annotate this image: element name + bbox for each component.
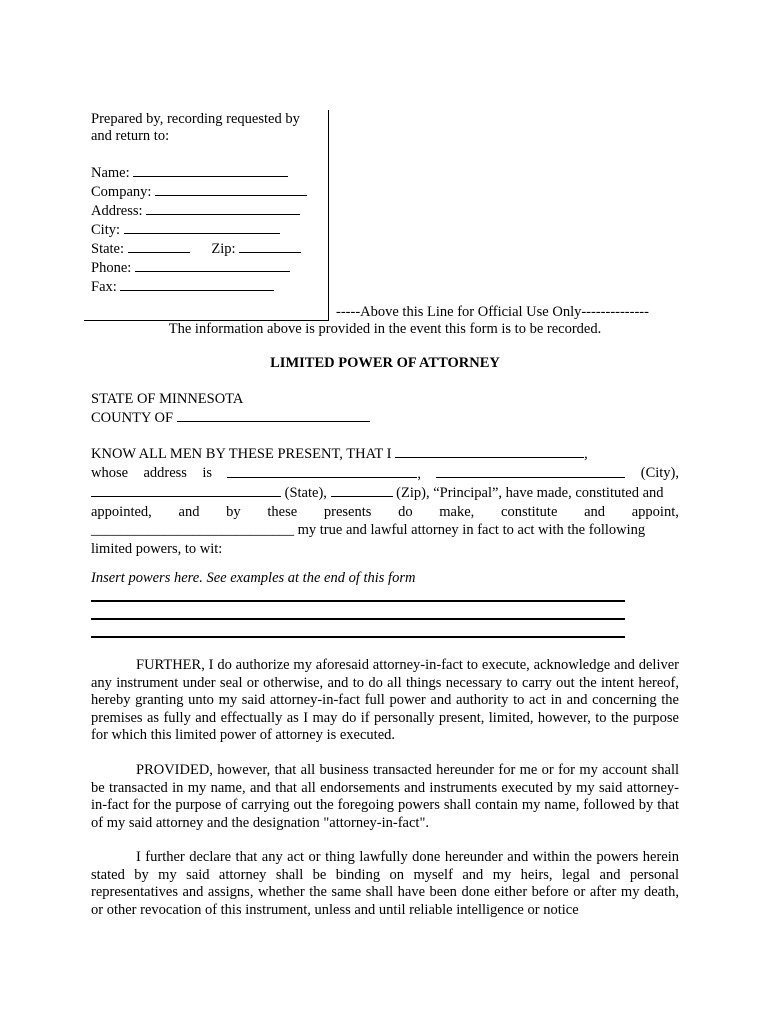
- document-title: LIMITED POWER OF ATTORNEY: [270, 355, 500, 371]
- word: these: [267, 503, 298, 520]
- word: is: [202, 464, 212, 481]
- state-line: STATE OF MINNESOTA: [91, 391, 244, 407]
- company-label: Company:: [91, 184, 152, 200]
- zip-label: Zip:: [211, 241, 236, 257]
- address-city-field[interactable]: [436, 464, 625, 478]
- word: appoint,: [631, 503, 679, 520]
- word: make,: [439, 503, 475, 520]
- zip-field[interactable]: [239, 239, 301, 253]
- principal-clause: KNOW ALL MEN BY THESE PRESENT, THAT I , whose address is , (City), (State), (Zip), “Principal”, have made, constituted and appointed, and by these presents do make, constitute and appoint, ____________________________ my true and lawful attorney in fact to act with the following limited powers, to wit:: [91, 446, 679, 557]
- further-paragraph: [91, 657, 679, 745]
- address-label: Address:: [91, 203, 143, 219]
- state-suffix: (State),: [284, 485, 327, 501]
- prepared-by-heading: Prepared by, recording requested by and return to:: [91, 111, 300, 144]
- state-field[interactable]: [128, 239, 190, 253]
- fax-field[interactable]: [120, 277, 274, 291]
- word: address: [143, 464, 187, 481]
- word: and: [178, 503, 200, 520]
- phone-label: Phone:: [91, 260, 132, 276]
- fax-label: Fax:: [91, 279, 117, 295]
- powers-field-1[interactable]: [91, 588, 625, 602]
- paragraph-text: FURTHER, I do authorize my aforesaid attorney-in-fact to execute, acknowledge and deliver any instrument under seal or otherwise, and to do all things necessary to carry out the intent hereof, hereby granting unto my said attorney-in-fact full power and authority to act in and concerning the premises as fully and effectually as I may do if personally present, limited, however, to the purpose for which this limited power of attorney is executed.: [91, 657, 679, 743]
- word: and: [584, 503, 606, 520]
- paragraph-text: PROVIDED, however, that all business transacted hereunder for me or for my account shall be transacted in my name, and that all endorsements and instruments executed by my said attorney-in-fact for the purpose of carrying out the foregoing powers shall contain my name, followed by that of my said attorney and the designation "attorney-in-fact".: [91, 762, 679, 831]
- provided-paragraph: [91, 762, 679, 832]
- word: whose: [91, 464, 129, 481]
- address-zip-field[interactable]: [331, 483, 393, 497]
- official-use-line: -----Above this Line for Official Use Only--------------: [336, 304, 649, 320]
- name-field[interactable]: [133, 163, 288, 177]
- know-all-text: KNOW ALL MEN BY THESE PRESENT, THAT I: [91, 446, 392, 462]
- word: appointed,: [91, 503, 152, 520]
- company-field[interactable]: [155, 182, 307, 196]
- address-state-field[interactable]: [91, 483, 281, 497]
- city-field[interactable]: [124, 220, 280, 234]
- declaration-paragraph: [91, 849, 679, 919]
- powers-field-2[interactable]: [91, 606, 625, 620]
- recording-fields: [91, 111, 323, 296]
- address-street-field[interactable]: [227, 464, 417, 478]
- word: do: [398, 503, 413, 520]
- venue-block: [91, 390, 370, 427]
- powers-instruction: Insert powers here. See examples at the end of this form: [91, 570, 416, 586]
- attorney-line: ____________________________ my true and lawful attorney in fact to act with the following: [91, 522, 646, 538]
- appointed-line: [91, 503, 679, 522]
- zip-suffix: (Zip), “Principal”, have made, constituted and: [396, 485, 664, 501]
- paragraph-text: I further declare that any act or thing lawfully done hereunder and within the powers herein stated by my said attorney shall be binding on myself and my heirs, legal and personal representatives and assigns, whether the same shall have been done either before or after my death, or other revocation of this instrument, unless and until reliable intelligence or notice: [91, 849, 679, 918]
- comma: ,: [417, 465, 421, 482]
- phone-field[interactable]: [135, 258, 290, 272]
- word: by: [226, 503, 241, 520]
- principal-name-field[interactable]: [395, 444, 584, 458]
- city-label: City:: [91, 222, 121, 238]
- address-field[interactable]: [146, 201, 300, 215]
- address-line: [91, 464, 679, 484]
- limited-powers-line: limited powers, to wit:: [91, 540, 223, 557]
- powers-field-3[interactable]: [91, 624, 625, 638]
- county-field[interactable]: [177, 408, 370, 422]
- state-label: State:: [91, 241, 125, 257]
- name-label: Name:: [91, 165, 130, 181]
- recording-notice: The information above is provided in the event this form is to be recorded.: [168, 321, 602, 337]
- word: constitute: [501, 503, 558, 520]
- word: presents: [323, 503, 372, 520]
- county-label: COUNTY OF: [91, 410, 174, 426]
- city-suffix: (City),: [640, 464, 679, 481]
